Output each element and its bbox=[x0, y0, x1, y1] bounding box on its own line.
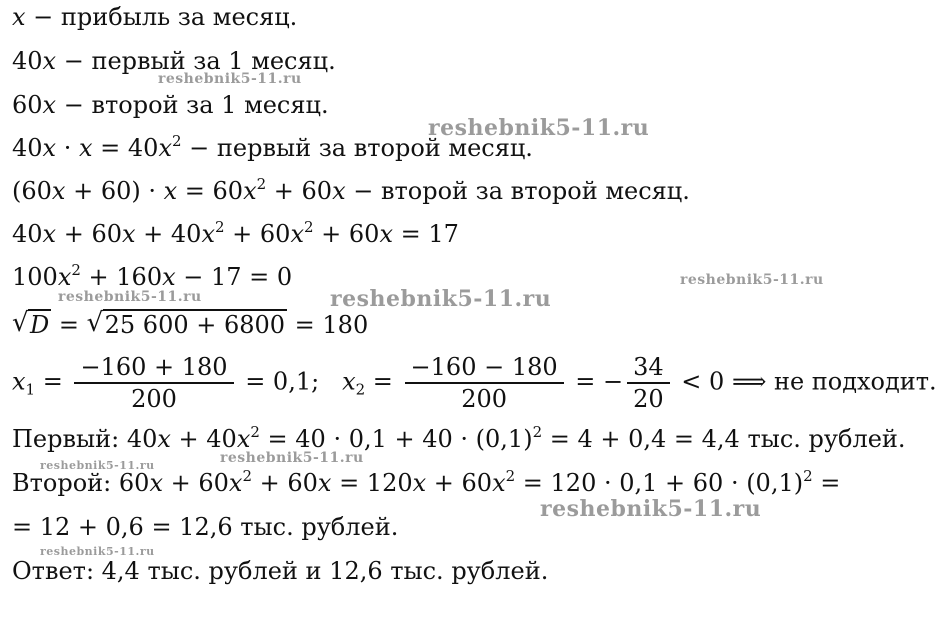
exponent: 2 bbox=[215, 218, 225, 236]
text: 40 bbox=[12, 47, 43, 75]
text: = 4 + 0,4 = 4,4 тыс. рублей. bbox=[542, 425, 906, 453]
fraction-x2 bbox=[405, 352, 564, 414]
text: = 17 bbox=[393, 220, 459, 248]
var-x: x bbox=[243, 177, 257, 205]
sqrt-expression bbox=[87, 310, 287, 340]
text: = − bbox=[567, 367, 624, 396]
text: + 60 bbox=[426, 469, 493, 497]
text: − прибыль за месяц. bbox=[25, 3, 298, 31]
text: 40 bbox=[12, 220, 43, 248]
text: (60 bbox=[12, 177, 52, 205]
exponent: 2 bbox=[171, 132, 182, 150]
fraction-simplified bbox=[627, 352, 670, 414]
text: 40 bbox=[12, 134, 43, 162]
text: < 0 ⟹ не подходит. bbox=[673, 367, 937, 396]
var-x: x bbox=[412, 469, 427, 497]
var-x: x bbox=[12, 3, 26, 31]
var-x: x bbox=[228, 469, 243, 497]
var-x: x bbox=[157, 425, 171, 453]
var-x: x bbox=[42, 220, 57, 248]
denominator: 200 bbox=[131, 385, 177, 413]
text: − 17 = 0 bbox=[175, 263, 293, 291]
answer-line bbox=[12, 556, 548, 586]
text: 60 bbox=[12, 91, 43, 119]
var-x: x bbox=[201, 220, 215, 248]
var-x: x bbox=[163, 177, 178, 205]
text: = 180 bbox=[287, 311, 369, 339]
exponent: 2 bbox=[532, 423, 543, 441]
text: = bbox=[812, 469, 841, 497]
solution-line-12 bbox=[12, 512, 398, 542]
sqrt-d bbox=[12, 310, 51, 340]
var-x: x bbox=[42, 134, 57, 162]
radicand: 25 600 + 6800 bbox=[104, 311, 286, 339]
radical-sign: √ bbox=[12, 308, 29, 338]
exponent: 2 bbox=[304, 218, 314, 236]
var-x: x bbox=[122, 220, 136, 248]
denominator: 200 bbox=[461, 385, 507, 413]
var-x: x bbox=[42, 47, 57, 75]
text: = 40 bbox=[92, 134, 159, 162]
solution-line-8 bbox=[12, 310, 368, 340]
text: − второй за второй месяц. bbox=[345, 177, 690, 205]
var-x: x bbox=[158, 134, 172, 162]
text: + 60 bbox=[313, 220, 380, 248]
text: + 160 bbox=[80, 263, 163, 291]
exponent: 2 bbox=[71, 261, 81, 279]
watermark: reshebnik5-11.ru bbox=[58, 289, 202, 305]
text: = bbox=[35, 367, 71, 396]
text: 100 bbox=[12, 263, 58, 291]
denominator: 20 bbox=[633, 385, 664, 413]
var-x: x bbox=[379, 220, 393, 248]
fraction-x1 bbox=[74, 352, 233, 414]
watermark: reshebnik5-11.ru bbox=[40, 459, 155, 472]
text: Второй: 60 bbox=[12, 469, 150, 497]
solution-line-6 bbox=[12, 219, 459, 249]
exponent: 2 bbox=[250, 423, 260, 441]
var-x: x bbox=[492, 469, 506, 497]
var-x: x bbox=[236, 425, 251, 453]
watermark: reshebnik5-11.ru bbox=[158, 71, 302, 87]
var-x: x bbox=[51, 177, 66, 205]
var-x: x bbox=[12, 367, 26, 396]
subscript: 1 bbox=[25, 380, 36, 399]
text: = 0,1; bbox=[237, 367, 320, 396]
numerator: 34 bbox=[627, 352, 670, 384]
exponent: 2 bbox=[505, 467, 516, 485]
var-x: x bbox=[317, 469, 332, 497]
solution-line-10 bbox=[12, 424, 906, 454]
subscript: 2 bbox=[355, 380, 366, 399]
numerator: −160 − 180 bbox=[405, 352, 564, 384]
var-d: D bbox=[30, 311, 50, 339]
text: − первый за 1 месяц. bbox=[56, 47, 336, 75]
answer-text: Ответ: 4,4 тыс. рублей и 12,6 тыс. рублей. bbox=[12, 557, 549, 585]
text: + 60 bbox=[266, 177, 333, 205]
text: · bbox=[56, 134, 79, 162]
watermark: reshebnik5-11.ru bbox=[40, 545, 155, 558]
text: + 60 bbox=[224, 220, 291, 248]
text: = 120 bbox=[331, 469, 413, 497]
text: = 40 · 0,1 + 40 · (0,1) bbox=[259, 425, 533, 453]
solution-line-1 bbox=[12, 2, 297, 32]
text: + 60) · bbox=[65, 177, 164, 205]
exponent: 2 bbox=[256, 175, 267, 193]
text: = 60 bbox=[177, 177, 244, 205]
text: = bbox=[51, 311, 87, 339]
text: = 120 · 0,1 + 60 · (0,1) bbox=[515, 469, 804, 497]
text: + 60 bbox=[56, 220, 122, 248]
text: = 12 + 0,6 = 12,6 тыс. рублей. bbox=[12, 513, 399, 541]
text: + 40 bbox=[135, 220, 202, 248]
solution-line-7 bbox=[12, 262, 292, 292]
var-x: x bbox=[57, 263, 72, 291]
exponent: 2 bbox=[242, 467, 252, 485]
text: Первый: 40 bbox=[12, 425, 158, 453]
solution-line-5 bbox=[12, 176, 690, 206]
var-x: x bbox=[42, 91, 57, 119]
watermark: reshebnik5-11.ru bbox=[220, 450, 364, 466]
text: = bbox=[365, 367, 401, 396]
watermark: reshebnik5-11.ru bbox=[540, 496, 762, 522]
var-x: x bbox=[290, 220, 304, 248]
var-x: x bbox=[332, 177, 346, 205]
var-x: x bbox=[78, 134, 93, 162]
radical-sign: √ bbox=[86, 308, 104, 338]
watermark: reshebnik5-11.ru bbox=[330, 286, 552, 312]
solution-line-9 bbox=[12, 352, 937, 414]
watermark: reshebnik5-11.ru bbox=[428, 115, 650, 141]
solution-line-11 bbox=[12, 468, 840, 498]
var-x: x bbox=[149, 469, 163, 497]
text: + 60 bbox=[251, 469, 318, 497]
var-x: x bbox=[342, 367, 356, 396]
var-x: x bbox=[162, 263, 176, 291]
text: − второй за 1 месяц. bbox=[56, 91, 329, 119]
exponent: 2 bbox=[803, 467, 813, 485]
text: + 60 bbox=[162, 469, 229, 497]
text: − первый за второй месяц. bbox=[181, 134, 533, 162]
text: + 40 bbox=[170, 425, 237, 453]
numerator: −160 + 180 bbox=[74, 352, 233, 384]
solution-line-3 bbox=[12, 90, 329, 120]
watermark: reshebnik5-11.ru bbox=[680, 272, 824, 288]
